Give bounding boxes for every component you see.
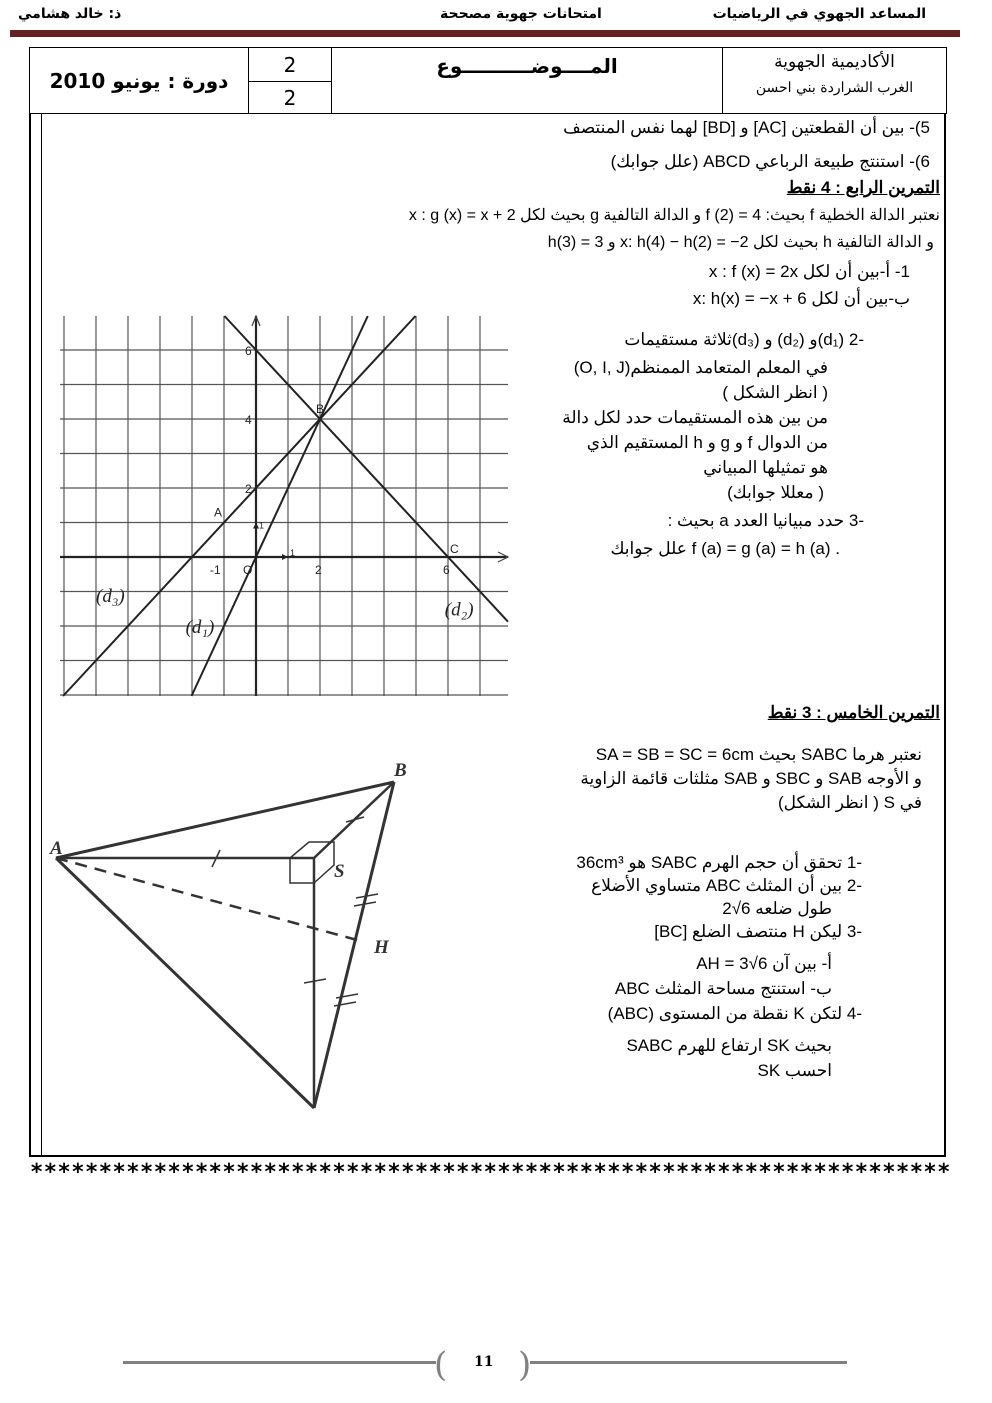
page-num-bottom: 2 <box>249 82 332 114</box>
asterisk-separator: ******************************************************************* <box>30 1160 951 1185</box>
academy-name: الأكاديمية الجهوية <box>774 52 895 72</box>
x-tick-label: 1 <box>290 548 296 558</box>
x-tick-label: -1 <box>210 563 221 577</box>
ex4-intro-1: نعتبر الدالة الخطية f بحيث: f (2) = 4 و الدالة التالفية g بحيث لكل x : g (x) = x + 2 <box>408 207 940 224</box>
footer-line-right <box>530 1361 847 1364</box>
edge-ac <box>56 858 314 1108</box>
y-tick-label: 6 <box>245 344 252 358</box>
label-h: H <box>374 937 389 958</box>
point-label-a: A <box>214 505 223 520</box>
page-number: 11 <box>474 1354 494 1370</box>
session-cell: دورة : يونيو 2010 <box>30 48 249 114</box>
x-tick-label: 6 <box>443 563 450 577</box>
edge-ab <box>56 782 394 858</box>
ex4-q3-line: -3 حدد مبيانيا العدد a بحيث : <box>667 511 864 530</box>
margin-line <box>41 113 42 1157</box>
ex5-q3: -3 ليكن H منتصف الضلع [BC] <box>654 922 862 941</box>
ex5-intro-line: نعتبر هرما SABC بحيث SA = SB = SC = 6cm <box>595 745 922 764</box>
academy-cell <box>723 48 947 114</box>
ex5-title: التمرين الخامس : 3 نقط <box>767 703 940 722</box>
point-label-b: B <box>316 402 325 416</box>
header-course-title: المساعد الجهوي في الرياضيات <box>712 6 926 22</box>
ex4-intro-2: و الدالة التالفية h بحيث لكل x: h(4) − h(2) = −2 و h(3) = 3 <box>547 234 934 251</box>
ex5-q4b: بحيث SK ارتفاع للهرم SABC <box>626 1036 832 1055</box>
x-tick-label: 2 <box>315 563 322 577</box>
ex4-q2-line: ( انظر الشكل ) <box>722 383 828 402</box>
right-angle-marks <box>290 842 334 883</box>
ex5-q3b: ب- استنتج مساحة المثلث ABC <box>614 979 832 998</box>
ex5-intro-line: في S ( انظر الشكل) <box>778 793 922 812</box>
ex4-q2-line: ( معللا جوابك) <box>727 483 824 502</box>
graph-grid <box>60 316 508 696</box>
pyramid-figure <box>44 750 434 1120</box>
pyramid-edges <box>56 782 394 1108</box>
ex4-q1b: ب-بين أن لكل x: h(x) = −x + 6 <box>692 289 910 308</box>
exam-info-table <box>29 47 947 114</box>
graph-lines <box>63 316 508 696</box>
segment-ah <box>56 858 357 940</box>
footer-bracket-right: ) <box>518 1345 532 1385</box>
header-author: ذ: خالد هشامي <box>18 6 122 22</box>
point-label-c: C <box>450 542 459 556</box>
page-num-top: 2 <box>249 48 332 82</box>
ex4-q2-line: من الدوال f و g و h المستقيم الذي <box>586 433 828 452</box>
ex5-q2b: طول ضلعه 6√2 <box>722 899 832 918</box>
function-graph <box>56 312 512 698</box>
ex5-q1: -1 تحقق أن حجم الهرم SABC هو 36cm³ <box>576 853 862 872</box>
ex4-q2-line: من بين هذه المستقيمات حدد لكل دالة <box>562 408 828 427</box>
ex5-intro-block <box>502 745 922 813</box>
line-label: (d₂) <box>444 599 474 621</box>
ex5-questions <box>502 853 862 1081</box>
footer-line-left <box>123 1361 436 1364</box>
ex5-q4: -4 لتكن K نقطة من المستوى (ABC) <box>607 1004 862 1023</box>
line-label: (d₃) <box>96 585 125 607</box>
graph-labels <box>96 344 474 638</box>
label-b: B <box>394 760 407 781</box>
origin-label: O <box>243 563 253 577</box>
graph-axes <box>60 316 508 696</box>
ex4-title: التمرين الرابع : 4 نقط <box>786 178 940 197</box>
ex5-intro-line: و الأوجه SAB و SBC و SAB مثلثات قائمة الزاوية <box>580 769 922 788</box>
ex4-q3-line: . f (a) = g (a) = h (a) علل جوابك <box>610 539 840 558</box>
line-label: (d₁) <box>185 616 215 638</box>
header-bar <box>10 30 960 37</box>
y-tick-label: 2 <box>245 482 252 496</box>
y-tick-label: 4 <box>245 413 252 427</box>
y-tick-label: 1 <box>259 520 265 531</box>
label-a: A <box>50 838 63 859</box>
ex4-q2-line: في المعلم المتعامد الممنظم(O, I, J) <box>573 358 828 377</box>
line-d3 <box>63 316 415 696</box>
tick-marks <box>212 817 378 1006</box>
region-name: الغرب الشراردة بني احسن <box>755 80 914 96</box>
ex3-question-6: 6)- استنتج طبيعة الرباعي ABCD (علل جوابك) <box>610 152 930 171</box>
ex5-q2: -2 بين أن المثلث ABC متساوي الأضلاع <box>591 876 862 895</box>
ex3-question-5: 5)- بين أن القطعتين [AC] و [BD] لهما نفس المنتصف <box>563 118 930 137</box>
line-d2 <box>224 316 508 622</box>
ex5-q4c: احسب SK <box>757 1061 832 1080</box>
ex4-q2-block <box>544 330 864 559</box>
header-collection-title: امتحانات جهوية مصححة <box>440 6 602 22</box>
ex4-q1a: 1- أ-بين أن لكل x : f (x) = 2x <box>708 262 910 281</box>
subject-cell: المــــوضــــــــــوع <box>332 48 723 114</box>
ex4-q2-line: هو تمثيلها المبياني <box>703 458 828 477</box>
ex5-q3a: أ- بين آن AH = 3√6 <box>696 954 832 973</box>
ex4-q2-line: -2 (d₁)و (d₂) و (d₃)ثلاثة مستقيمات <box>624 330 864 349</box>
footer-bracket-left: ( <box>434 1345 448 1385</box>
unit-vector-i <box>282 554 288 560</box>
label-s: S <box>334 861 345 882</box>
